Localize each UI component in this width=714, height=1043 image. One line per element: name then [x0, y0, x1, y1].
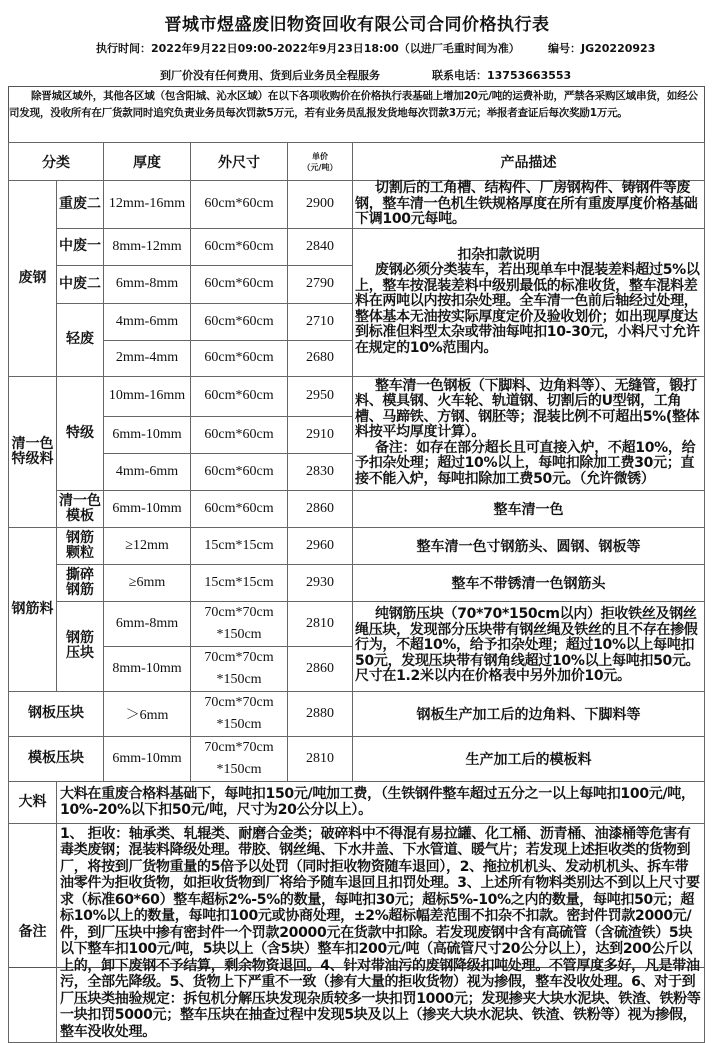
description: 钢板生产加工后的边角料、下脚料等 — [353, 691, 705, 736]
subcategory: 重废二 — [57, 181, 104, 229]
size: 60cm*60cm — [191, 376, 288, 416]
sub-line1: 钢筋 — [66, 529, 94, 546]
deduction-text: 废钢必须分类装车，若出现单车中混装差料超过5%以上，整车按混装差料中级别最低的标准收货，整车混料差料在两吨以内按扣杂处理。全车清一色前后轴经过处理，整体基本无油按实际厚度定价及验收划价；如出现厚度达到标准但料型太杂或带油每吨扣10-30元，小料尺寸允许在规定的10%范围内。 — [355, 262, 700, 356]
sub-line1: 钢筋 — [66, 630, 94, 646]
description-text: 整车清一色钢板（下脚料、边角料等）、无缝管，锻打料、模具钢、火车轮、轨道钢、切割后的U型钢，工角槽、马蹄铁、方钢、钢胚等；混装比例不可超出5%(整体料按平均厚度计算）。 — [355, 377, 700, 441]
price: 2840 — [288, 228, 353, 265]
thickness: 6mm-10mm — [104, 490, 191, 527]
size-line1: 70cm*70cm — [204, 694, 274, 710]
description: 整车清一色 — [353, 490, 705, 527]
deduction-description — [353, 228, 705, 376]
thickness: ≥12mm — [104, 527, 191, 564]
price: 2680 — [288, 340, 353, 376]
description-text: 切割后的工角槽、结构件、厂房钢构件、铸钢件等废钢，整车清一色机生铁规格厚度在所有重废厚度价格基础下调100元每吨。 — [355, 180, 698, 227]
size-line2: *150cm — [216, 671, 262, 687]
price: 2930 — [288, 564, 353, 601]
size-line2: *150cm — [216, 626, 262, 642]
contact-phone: 联系电话：13753663553 — [432, 69, 572, 82]
size: 60cm*60cm — [191, 228, 288, 265]
description: 整车不带锈清一色钢筋头 — [353, 564, 705, 601]
thickness: ＞6mm — [104, 691, 191, 736]
description — [353, 601, 705, 691]
size: 60cm*60cm — [191, 416, 288, 453]
large-label: 大料 — [9, 781, 57, 823]
description-text: 纯钢筋压块（70*70*150cm以内）拒收铁丝及钢丝绳压块，发现部分压块带有钢丝绳及铁丝的且不存在掺假行为，不超10%，给予扣杂处理；超过10%以上每吨扣50元，发现压块带有钢角线超过10%以上每吨扣50元。尺寸在1.2米以内在价格表中另外加价10元。 — [355, 606, 700, 685]
subcategory — [57, 564, 104, 601]
page-title: 晋城市煜盛废旧物资回收有限公司合同价格执行表 — [164, 15, 550, 35]
category-special-grade — [9, 376, 57, 527]
category-rebar: 钢筋料 — [9, 527, 57, 691]
size-line1: 70cm*70cm — [204, 649, 274, 665]
size: 60cm*60cm — [191, 303, 288, 340]
document-code: 编号：JG20220923 — [548, 42, 656, 55]
description — [353, 181, 705, 229]
thickness: ≥6mm — [104, 564, 191, 601]
header-size: 外尺寸 — [191, 143, 288, 181]
large-text — [57, 781, 705, 823]
header-price-line2: （元/吨） — [302, 162, 338, 172]
sub-line1: 清一色 — [59, 492, 101, 509]
price: 2900 — [288, 181, 353, 229]
size: 15cm*15cm — [191, 564, 288, 601]
header-price-line1: 单价 — [312, 151, 328, 161]
sub-line2: 钢筋 — [66, 581, 94, 598]
category-scrap-steel: 废钢 — [9, 181, 57, 377]
category-line2: 特级料 — [11, 450, 54, 467]
table-row — [9, 228, 705, 265]
sub-line1: 撕碎 — [66, 566, 94, 583]
header-thickness: 厚度 — [104, 143, 191, 181]
thickness: 6mm-8mm — [104, 601, 191, 646]
price: 2860 — [288, 646, 353, 691]
header-category: 分类 — [9, 143, 104, 181]
size — [191, 646, 288, 691]
thickness: 8mm-12mm — [104, 228, 191, 265]
remarks-text: 1、 拒收：轴承类、轧辊类、耐磨合金类；破碎料中不得混有易拉罐、化工桶、沥青桶、油漆桶等危害有毒类废钢；混装料降级处理。带胶、钢丝绳、下水井盖、下水管道、暖气片；若发现上述拒收类的货物到厂，将按到厂货物重量的5倍予以处罚（同时拒收物资随车退回），2、拖拉机机头、发动机机头、拆车带油零件为拒收货物，如拒收货物到厂将给予随车退回且扣罚处理。3、上述所有物料类别达不到以上尺寸要求（标准60*60）整车超标2%-5%的数量，每吨扣30元；超标5%-10%之内的数量，每吨扣50元；超标10%以上的数量，每吨扣100元或协商处理，±2%超标幅差范围不扣杂不扣款。密封件罚款2000元/件，到厂压块中掺有密封件一个罚款20000元在货款中扣除。若发现废钢中含有高硫管（含硫渣铁）5块以下整车扣100元/吨，5块以上（含5块）整车扣200元/吨（高硫管尺寸20公分以上），达到200公斤以上的，卸下废钢不予结算，剩余物资退回。4、针对带油污的废钢降级扣吨处理。不管厚度多好，凡是带油污，全部先降级。5、货物上下严重不一致（掺有大量的拒收货物）视为掺假，整车没收处理。6、对于到厂压块类抽验规定：拆包机分解压块发现杂质较多一块扣罚1000元；发现掺夹大块水泥块、铁渣、铁粉等一块扣罚5000元；整车压块在抽查过程中发现5块及以上（掺夹大块水泥块、铁渣、铁粉等）视为掺假，整车没收处理。 — [57, 823, 705, 1043]
table-row — [9, 691, 705, 736]
thickness: 6mm-10mm — [104, 416, 191, 453]
table-row — [9, 823, 705, 1043]
sub-line2: 压块 — [66, 645, 94, 661]
subcategory: 轻废 — [57, 303, 104, 376]
size: 60cm*60cm — [191, 453, 288, 490]
freight-notice: 除晋城区域外，其他各区域（包含阳城、沁水区域）在以下各项收购价在价格执行表基础上增加20元/吨的运费补助，严禁各采购区域串货，如经公司发现，没收所有在厂货款同时追究负责业务员每次罚款5万元，若有业务员乱报发货地每次罚款3万元；举报者查证后每次奖励1万元。 — [9, 90, 698, 119]
table-row — [9, 490, 705, 527]
price: 2830 — [288, 453, 353, 490]
table-row — [9, 527, 705, 564]
size: 60cm*60cm — [191, 265, 288, 303]
table-row — [9, 601, 705, 646]
thickness: 6mm-8mm — [104, 265, 191, 303]
table-row — [9, 564, 705, 601]
size — [191, 691, 288, 736]
service-note: 到厂价没有任何费用、货到后业务员全程服务 — [160, 69, 380, 82]
thickness: 4mm-6mm — [104, 453, 191, 490]
size: 60cm*60cm — [191, 340, 288, 376]
size-line1: 70cm*70cm — [204, 739, 274, 755]
description-note: 备注：如存在部分超长且可直接入炉，不超10%，给予扣杂处理；超过10%以上，每吨扣除加工费30元；直接不能入炉，每吨扣除加工费50元。（允许微锈） — [355, 439, 696, 487]
price: 2710 — [288, 303, 353, 340]
subcategory — [57, 527, 104, 564]
thickness: 4mm-6mm — [104, 303, 191, 340]
thickness: 8mm-10mm — [104, 646, 191, 691]
description: 整车清一色寸钢筋头、圆钢、钢板等 — [353, 527, 705, 564]
table-row — [9, 181, 705, 229]
size — [191, 736, 288, 781]
table-row — [9, 736, 705, 781]
subcategory: 中废一 — [57, 228, 104, 265]
subcategory: 特级 — [57, 376, 104, 490]
deduction-title: 扣杂扣款说明 — [457, 246, 540, 263]
price: 2960 — [288, 527, 353, 564]
thickness: 6mm-10mm — [104, 736, 191, 781]
category-template-block: 模板压块 — [9, 736, 104, 781]
category-plate-block: 钢板压块 — [9, 691, 104, 736]
sub-line2: 模板 — [66, 507, 94, 524]
price: 2810 — [288, 736, 353, 781]
execution-time: 执行时间：2022年9月22日09:00-2022年9月23日18:00（以进厂毛重时间为准） — [96, 42, 520, 55]
price-table — [8, 142, 705, 1043]
large-text-content: 大料在重废合格料基础下，每吨扣150元/吨加工费，（生铁钢件整车超过五分之一以上每吨扣100元/吨，10%-20%以下扣50元/吨，尺寸为20公分以上）。 — [60, 785, 695, 818]
price: 2810 — [288, 601, 353, 646]
description: 生产加工后的模板料 — [353, 736, 705, 781]
table-row — [9, 376, 705, 416]
header-price — [288, 143, 353, 181]
size: 60cm*60cm — [191, 181, 288, 229]
price: 2880 — [288, 691, 353, 736]
thickness: 2mm-4mm — [104, 340, 191, 376]
thickness: 10mm-16mm — [104, 376, 191, 416]
size-line2: *150cm — [216, 761, 262, 777]
subcategory: 中废二 — [57, 265, 104, 303]
size-line2: *150cm — [216, 716, 262, 732]
price: 2790 — [288, 265, 353, 303]
thickness: 12mm-16mm — [104, 181, 191, 229]
price: 2950 — [288, 376, 353, 416]
price: 2860 — [288, 490, 353, 527]
remarks-label: 备注 — [9, 823, 57, 1043]
size — [191, 601, 288, 646]
category-line1: 清一色 — [11, 435, 54, 452]
subcategory — [57, 601, 104, 691]
header-description: 产品描述 — [353, 143, 705, 181]
description — [353, 376, 705, 490]
table-header-row — [9, 143, 705, 181]
price: 2910 — [288, 416, 353, 453]
table-row — [9, 781, 705, 823]
subcategory — [57, 490, 104, 527]
size: 15cm*15cm — [191, 527, 288, 564]
size-line1: 70cm*70cm — [204, 604, 274, 620]
size: 60cm*60cm — [191, 490, 288, 527]
sub-line2: 颗粒 — [66, 544, 94, 561]
